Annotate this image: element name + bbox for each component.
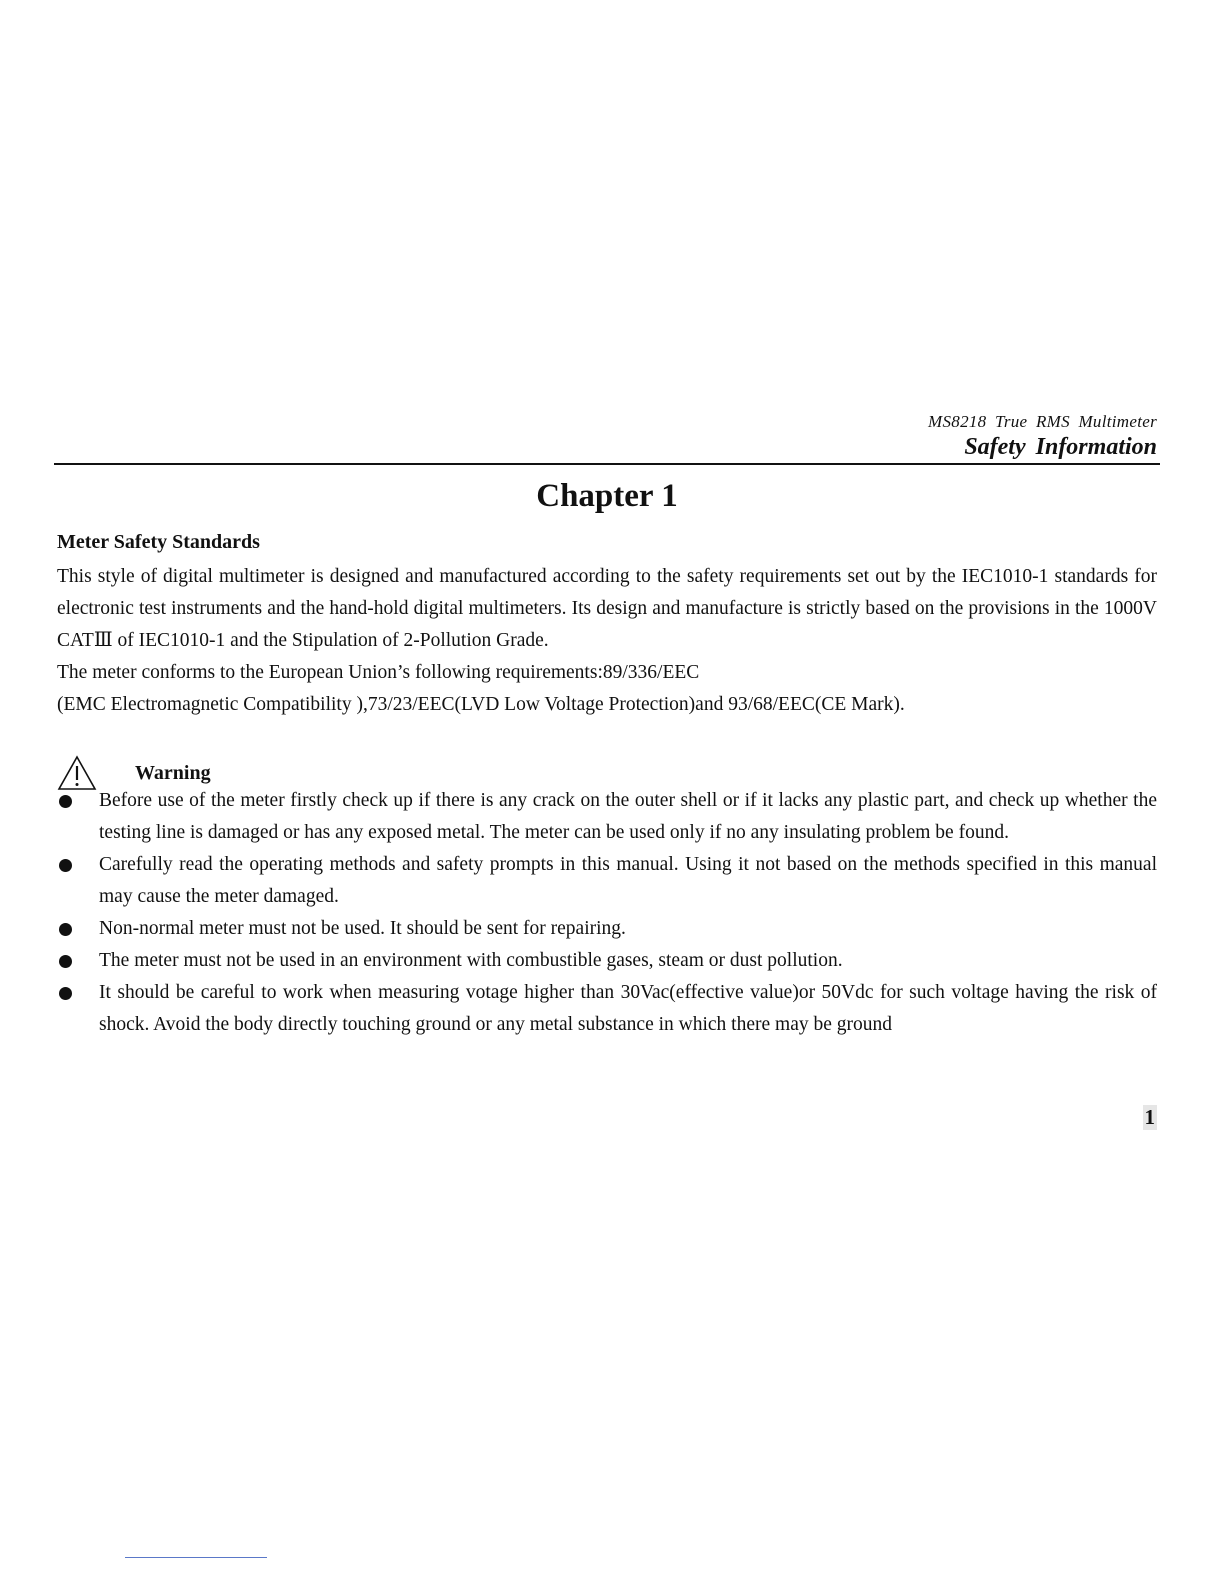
footer-divider	[125, 1557, 267, 1558]
bullet-dot-icon	[59, 859, 72, 872]
list-item-text: Carefully read the operating methods and safety prompts in this manual. Using it not based on the methods specified in this manual may cause the meter damaged.	[99, 854, 1157, 907]
standards-paragraph-1: This style of digital multimeter is designed and manufactured according to the safety requirements set out by the IEC1010-1 standards for electronic test instruments and the hand-hold digital multimeters. Its design and manufacture is strictly based on the provisions in the 1000V CATⅢ of IEC1010-1 and the Stipulation of 2-Pollution Grade.	[57, 566, 1157, 651]
list-item	[57, 977, 1157, 1041]
bullet-dot-icon	[59, 987, 72, 1000]
warning-label: Warning	[135, 761, 211, 784]
bullet-dot-icon	[59, 923, 72, 936]
list-item	[57, 913, 1157, 945]
list-item	[57, 945, 1157, 977]
section-heading-standards: Meter Safety Standards	[57, 531, 260, 553]
list-item-text: Before use of the meter firstly check up if there is any crack on the outer shell or if it lacks any plastic part, and check up whether the testing line is damaged or has any exposed metal. The meter can be used only if no any insulating problem be found.	[99, 790, 1157, 843]
page-number: 1	[1144, 1105, 1155, 1129]
standards-paragraph-2: The meter conforms to the European Union’s following requirements:89/336/EEC	[57, 662, 700, 683]
header-section-title: Safety Information	[964, 434, 1157, 460]
header-product-name: MS8218 True RMS Multimeter	[928, 412, 1157, 431]
header-divider	[54, 463, 1160, 465]
list-item	[57, 849, 1157, 913]
standards-paragraph-3: (EMC Electromagnetic Compatibility ),73/23/EEC(LVD Low Voltage Protection)and 93/68/EEC(CE Mark).	[57, 694, 905, 715]
bullet-dot-icon	[59, 955, 72, 968]
list-item-text: Non-normal meter must not be used. It should be sent for repairing.	[99, 918, 626, 939]
chapter-title: Chapter 1	[536, 478, 678, 514]
list-item-text: The meter must not be used in an environment with combustible gases, steam or dust pollution.	[99, 950, 843, 971]
bullet-dot-icon	[59, 795, 72, 808]
warning-list	[57, 785, 1157, 1041]
standards-text	[57, 561, 1157, 721]
list-item	[57, 785, 1157, 849]
list-item-text: It should be careful to work when measuring votage higher than 30Vac(effective value)or 50Vdc for such voltage having the risk of shock. Avoid the body directly touching ground or any metal substance in which there may be ground	[99, 982, 1157, 1035]
